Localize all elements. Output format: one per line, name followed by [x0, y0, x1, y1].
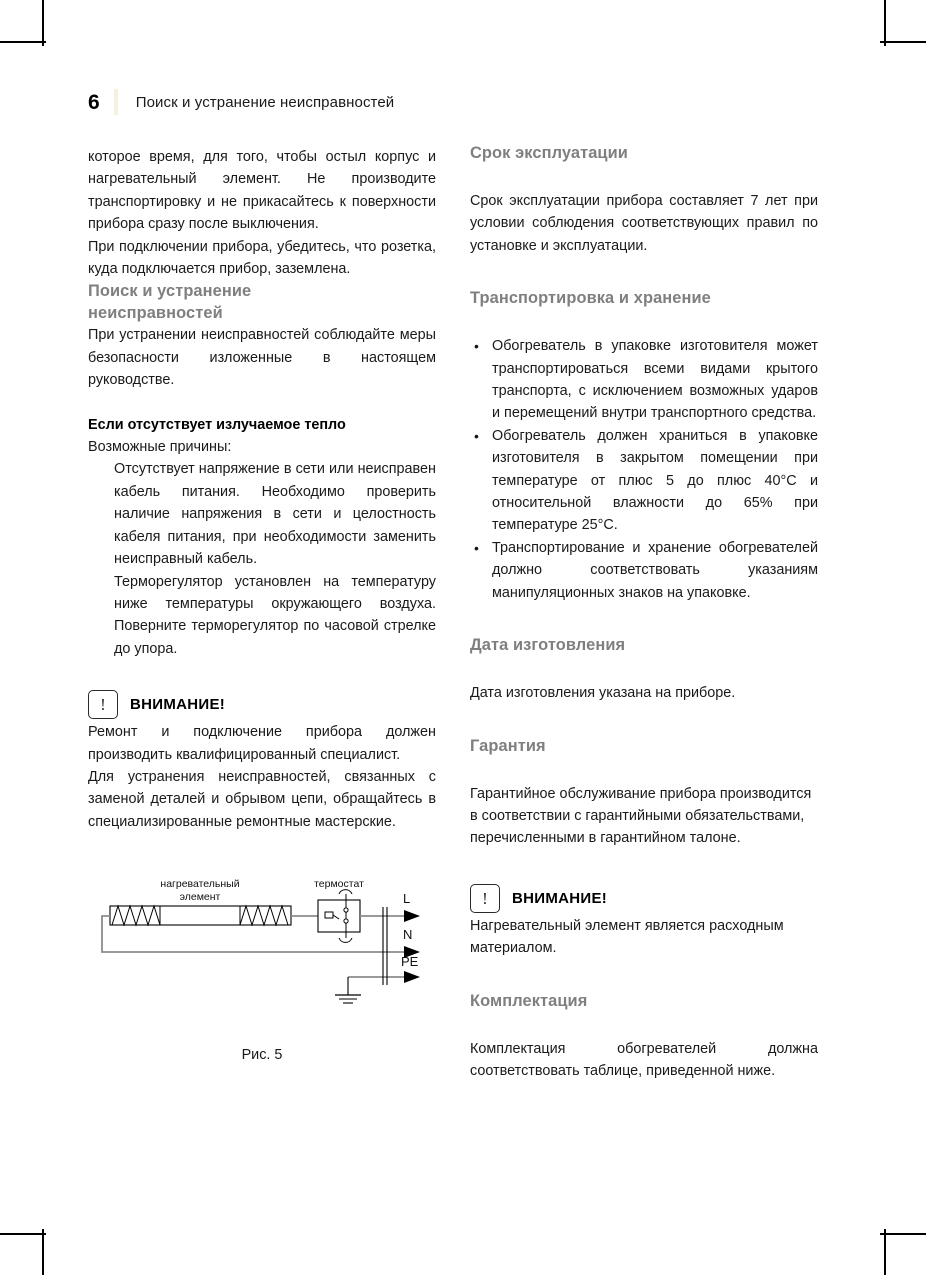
left-column: [88, 146, 436, 1063]
heading-manufacture-date: Дата изготовления: [470, 636, 626, 655]
label-terminal-n: N: [403, 927, 413, 943]
paragraph-troubleshooting-intro: При устранении неисправностей соблюдайте меры безопасности изложенные в настоящем руководстве.: [88, 327, 436, 389]
attention-block-left: [88, 690, 436, 833]
heading-transport-storage: Транспортировка и хранение: [470, 289, 711, 308]
paragraph-warranty: Гарантийное обслуживание прибора производится в соответствии с гарантийными обязательствами, перечисленными в гарантийном талоне.: [470, 785, 812, 847]
heading-service-life: Срок эксплуатации: [470, 144, 628, 162]
paragraph-service-life: Срок эксплуатации прибора составляет 7 лет при условии соблюдения соответствующих правил по установке и эксплуатации.: [470, 193, 818, 254]
page-number: 6: [88, 90, 100, 114]
heading-troubleshooting: Поиск и устранение неисправностей: [88, 282, 252, 323]
label-thermostat: термостат: [314, 878, 364, 891]
paragraph-manufacture-date: Дата изготовления указана на приборе.: [470, 685, 736, 702]
attention-block-right: [470, 884, 818, 960]
label-terminal-pe: PE: [401, 954, 419, 970]
figure-wiring-diagram: [88, 867, 436, 1063]
list-item: • Транспортирование и хранение обогревателей должно соответствовать указаниям манипуляционных знаков на упаковке.: [470, 537, 818, 604]
subheading-no-radiated-heat: Если отсутствует излучаемое тепло: [88, 416, 346, 433]
attention-label-left: ВНИМАНИЕ!: [130, 696, 226, 714]
paragraph-package-contents: Комплектация обогревателей должна соответствовать таблице, приведенной ниже.: [470, 1040, 818, 1079]
cause-item-thermostat-setting: Терморегулятор установлен на температуру ниже температуры окружающего воздуха. Поверните терморегулятор по часовой стрелке до упора.: [114, 573, 436, 657]
exclamation-glyph: !: [482, 888, 488, 908]
attention-text-qualified-specialist: Ремонт и подключение прибора должен производить квалифицированный специалист.: [88, 724, 436, 763]
label-heating-element-line2: элемент: [179, 891, 221, 904]
crop-mark-bottom-right-vertical: [884, 1229, 886, 1275]
heading-warranty: Гарантия: [470, 736, 546, 755]
cause-item-voltage-cable: Отсутствует напряжение в сети или неисправен кабель питания. Необходимо проверить наличие напряжения в сети и целостность кабеля питания, при необходимости заменить неисправный кабель.: [114, 461, 436, 568]
list-item: • Обогреватель в упаковке изготовителя может транспортироваться всеми видами крытого транспорта, с исключением возможных ударов и перемещений внутри транспортного средства.: [470, 335, 818, 425]
page-header: [88, 88, 394, 116]
crop-mark-top-left-vertical: [42, 0, 44, 46]
heading-package-contents: Комплектация: [470, 991, 588, 1010]
attention-text-repair-workshops: Для устранения неисправностей, связанных с заменой деталей и обрывом цепи, обращайтесь в специализированные ремонтные мастерские.: [88, 768, 436, 830]
crop-mark-top-right-vertical: [884, 0, 886, 46]
crop-mark-bottom-left-vertical: [42, 1229, 44, 1275]
paragraph-socket-grounding: При подключении прибора, убедитесь, что розетка, куда подключается прибор, заземлена.: [88, 238, 436, 278]
attention-text-consumable-element: Нагревательный элемент является расходным материалом.: [470, 917, 784, 957]
exclamation-mark-icon: [470, 884, 500, 913]
exclamation-glyph: !: [100, 695, 106, 715]
label-terminal-l: L: [403, 891, 411, 907]
label-possible-causes: Возможные причины:: [88, 439, 232, 456]
list-item: • Обогреватель должен храниться в упаковке изготовителя в закрытом помещении при температуре от плюс 5 до плюс 40°С и относительной влажности до 65% при температуре 25°С.: [470, 425, 818, 537]
paragraph-continued: которое время, для того, чтобы остыл корпус и нагревательный элемент. Не производите транспортировку и не прикасайтесь к поверхности прибора сразу после выключения.: [88, 149, 436, 233]
label-heating-element-line1: нагревательный: [160, 878, 240, 891]
figure-caption: Рис. 5: [241, 1047, 283, 1064]
crop-mark-top-left-horizontal: [0, 41, 46, 43]
running-head-title: Поиск и устранение неисправностей: [135, 93, 395, 111]
attention-header-left: [88, 690, 436, 719]
transport-storage-bullet-list: [470, 335, 818, 604]
crop-mark-bottom-left-horizontal: [0, 1233, 46, 1235]
crop-mark-top-right-horizontal: [880, 41, 926, 43]
exclamation-mark-icon: [88, 690, 118, 719]
wiring-diagram-svg: [88, 867, 436, 1027]
crop-mark-bottom-right-horizontal: [880, 1233, 926, 1235]
attention-label-right: ВНИМАНИЕ!: [512, 889, 608, 907]
causes-list: [88, 458, 436, 660]
attention-header-right: [470, 884, 818, 913]
right-column: [470, 146, 818, 1082]
header-accent-rule: [114, 89, 118, 115]
